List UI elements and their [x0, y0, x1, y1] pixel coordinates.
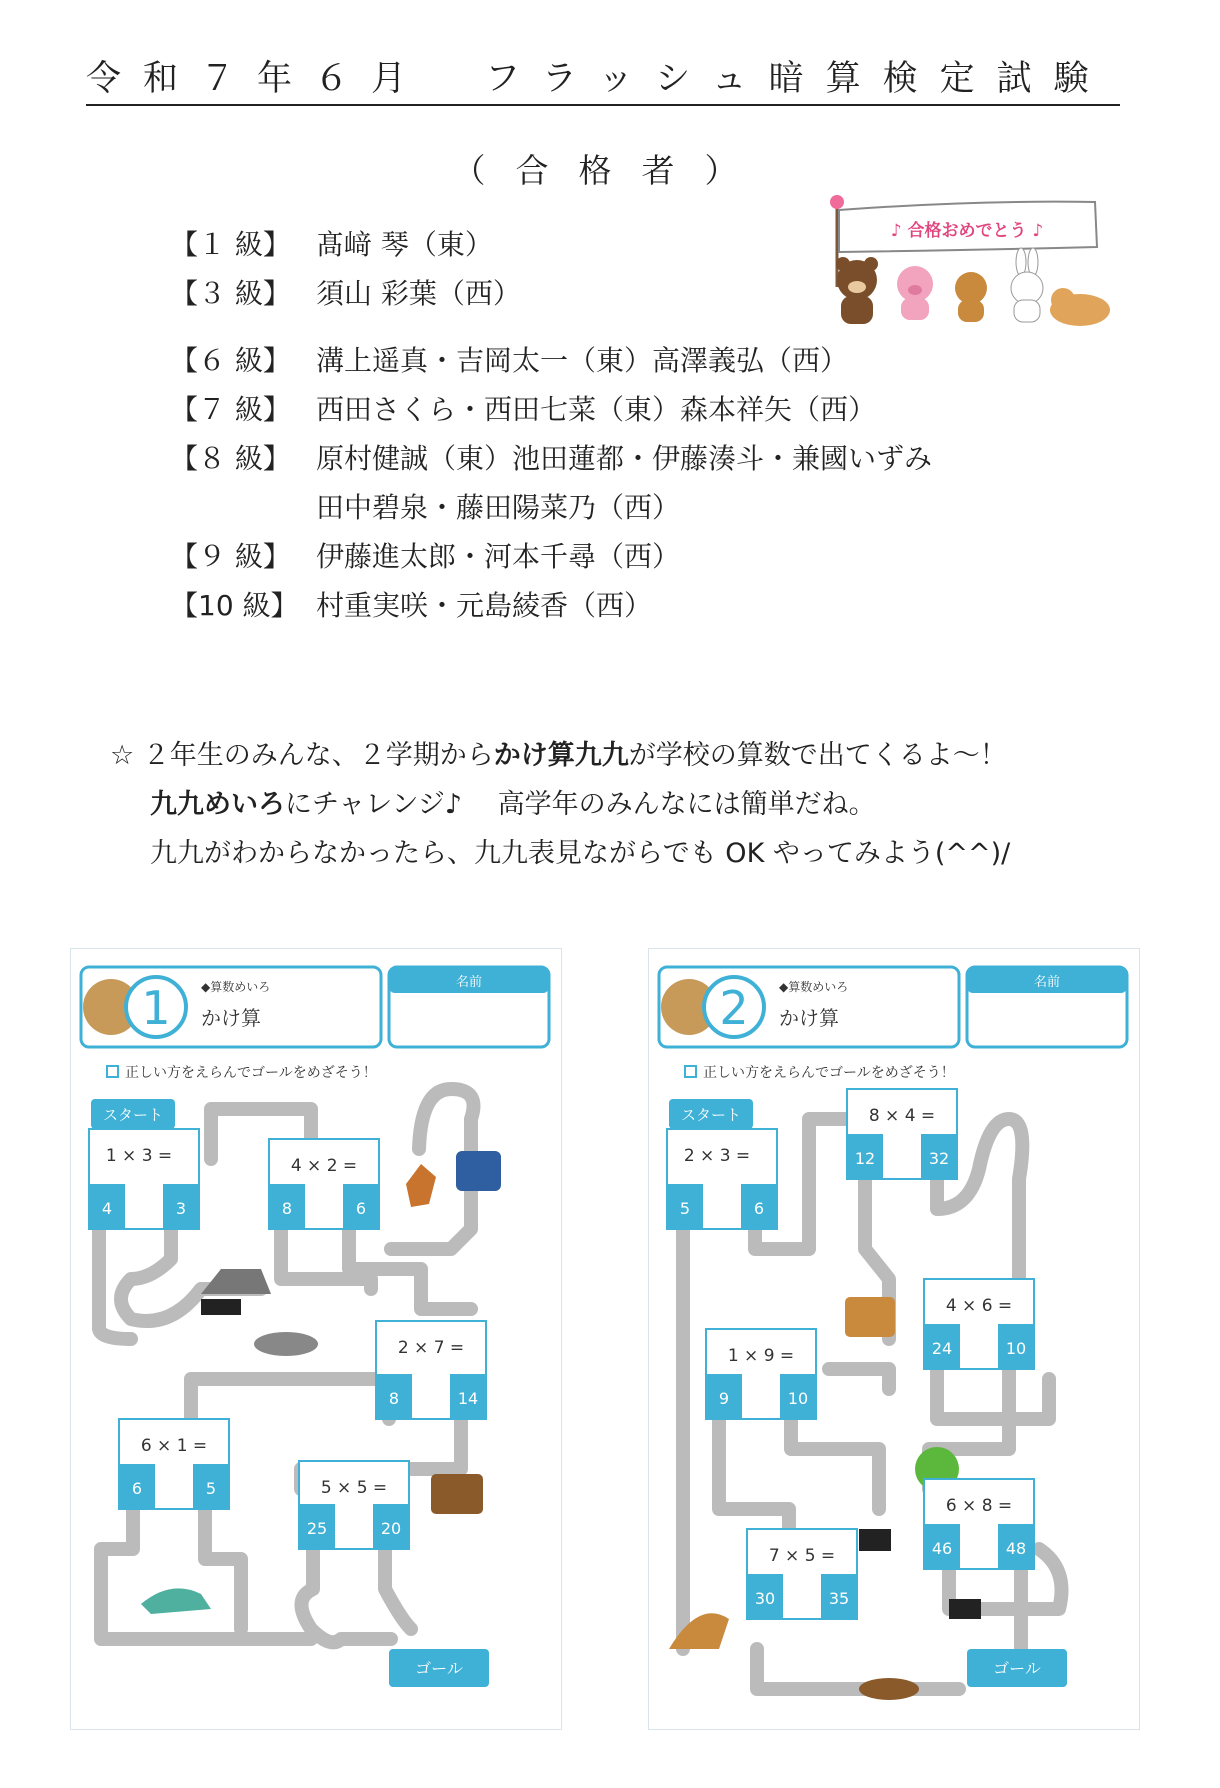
treasure-chest-icon	[431, 1474, 483, 1514]
message-line	[150, 831, 1010, 870]
page-title: 令和７年６月 フラッシュ暗算検定試験	[86, 54, 1120, 106]
maze-answer: 6	[131, 1479, 143, 1498]
message-text: ☆ ２年生のみんな、２学期から	[110, 740, 494, 771]
hole-icon	[859, 1678, 919, 1700]
dog-icon	[955, 272, 987, 322]
maze-answer: 30	[754, 1589, 776, 1608]
passer-names: 須山 彩葉（西）	[316, 277, 521, 310]
passer-names: 村重実咲・元島綾香（西）	[316, 589, 653, 622]
maze-answer: 8	[388, 1389, 400, 1408]
result-row	[170, 390, 876, 430]
maze-topic: かけ算	[779, 1006, 839, 1030]
passer-names: 原村健誠（東）池田蓮都・伊藤湊斗・兼國いずみ	[316, 442, 933, 475]
maze-answer: 20	[380, 1519, 402, 1538]
result-row	[170, 225, 493, 265]
maze-number: 2	[719, 981, 749, 1035]
result-row	[170, 488, 680, 528]
maze-answer: 6	[753, 1199, 765, 1218]
maze-worksheet-2	[648, 948, 1140, 1730]
message-text: が学校の算数で出てくるよ～！	[628, 740, 1007, 771]
hole-icon	[254, 1332, 318, 1356]
maze-answer: 8	[281, 1199, 293, 1218]
maze-question: 5 × 5 =	[320, 1478, 388, 1498]
level-label: 【９ 級】	[170, 540, 291, 573]
bear-icon	[836, 257, 878, 324]
level-label: 【６ 級】	[170, 344, 291, 377]
maze-answer: 12	[854, 1149, 876, 1168]
maze-answer: 4	[101, 1199, 113, 1218]
level-label: 【１ 級】	[170, 228, 291, 261]
maze-series: ◆算数めいろ	[201, 980, 271, 994]
message-emphasis: かけ算九九	[493, 740, 629, 771]
passer-names: 伊藤進太郎・河本千尋（西）	[316, 540, 681, 573]
cat-icon	[1050, 288, 1110, 326]
pig-icon	[897, 266, 933, 320]
result-row	[170, 274, 521, 314]
level-label: 【３ 級】	[170, 277, 291, 310]
maze-question: 4 × 2 =	[290, 1156, 358, 1176]
maze-answer: 46	[931, 1539, 953, 1558]
maze-instruction: 正しい方をえらんでゴールをめざそう！	[703, 1065, 955, 1081]
maze-question: 8 × 4 =	[868, 1106, 936, 1126]
maze-question: 4 × 6 =	[945, 1296, 1013, 1316]
maze-answer: 35	[828, 1589, 850, 1608]
maze-question: 1 × 9 =	[727, 1346, 795, 1366]
slipper-icon	[141, 1588, 211, 1614]
passer-names: 西田さくら・西田七菜（東）森本祥矢（西）	[316, 393, 877, 426]
maze-question: 1 × 3 =	[105, 1146, 173, 1166]
message-text: にチャレンジ♪ 高学年のみんなには簡単だね。	[285, 789, 876, 820]
level-label: 【７ 級】	[170, 393, 291, 426]
level-label: 【10 級】	[170, 589, 299, 622]
congrats-illustration	[825, 192, 1115, 332]
goal-label: ゴール	[993, 1659, 1041, 1678]
message-emphasis: 九九めいろ	[150, 789, 285, 820]
name-label: 名前	[455, 975, 483, 990]
message-text: 九九がわからなかったら、九九表見ながらでも OK やってみよう(^^)/	[150, 838, 1011, 869]
page-subtitle: （合格者）	[452, 151, 768, 190]
rabbit-icon	[1011, 248, 1043, 322]
treasure-chest-icon	[456, 1151, 501, 1191]
maze-question: 7 × 5 =	[768, 1546, 836, 1566]
result-row	[170, 586, 652, 626]
maze-answer: 9	[718, 1389, 730, 1408]
maze-answer: 32	[928, 1149, 950, 1168]
maze-answer: 24	[931, 1339, 953, 1358]
banner-text: ♪ 合格おめでとう ♪	[890, 221, 1044, 241]
maze-worksheet-1	[70, 948, 562, 1730]
maze-question: 6 × 8 =	[945, 1496, 1013, 1516]
rock-icon	[201, 1269, 271, 1294]
treasure-chest-icon	[845, 1297, 895, 1337]
maze-instruction: 正しい方をえらんでゴールをめざそう！	[125, 1065, 377, 1081]
maze-answer: 48	[1005, 1539, 1027, 1558]
level-label: 【８ 級】	[170, 442, 291, 475]
maze-answer: 10	[1005, 1339, 1027, 1358]
goal-label: ゴール	[415, 1659, 463, 1678]
maze-series: ◆算数めいろ	[779, 980, 849, 994]
maze-question: 6 × 1 =	[140, 1436, 208, 1456]
dog-icon	[406, 1164, 436, 1207]
message-line	[110, 733, 1007, 772]
maze-answer: 3	[175, 1199, 187, 1218]
maze-number: 1	[141, 981, 171, 1035]
message-line	[150, 782, 876, 821]
maze-topic: かけ算	[201, 1006, 261, 1030]
name-label: 名前	[1033, 975, 1061, 990]
maze-answer: 5	[679, 1199, 691, 1218]
result-row	[170, 341, 848, 381]
start-label: スタート	[680, 1106, 742, 1124]
result-row	[170, 439, 932, 479]
flower-icon	[830, 195, 844, 209]
maze-answer: 14	[457, 1389, 479, 1408]
maze-question: 2 × 7 =	[397, 1338, 465, 1358]
passer-names: 田中碧泉・藤田陽菜乃（西）	[316, 491, 681, 524]
maze-answer: 6	[355, 1199, 367, 1218]
maze-answer: 25	[306, 1519, 328, 1538]
passer-names: 溝上遥真・吉岡太一（東）高澤義弘（西）	[316, 344, 849, 377]
passer-names: 髙﨑 琴（東）	[316, 228, 493, 261]
maze-answer: 5	[205, 1479, 217, 1498]
maze-answer: 10	[787, 1389, 809, 1408]
start-label: スタート	[102, 1106, 164, 1124]
result-row	[170, 537, 680, 577]
maze-question: 2 × 3 =	[683, 1146, 751, 1166]
